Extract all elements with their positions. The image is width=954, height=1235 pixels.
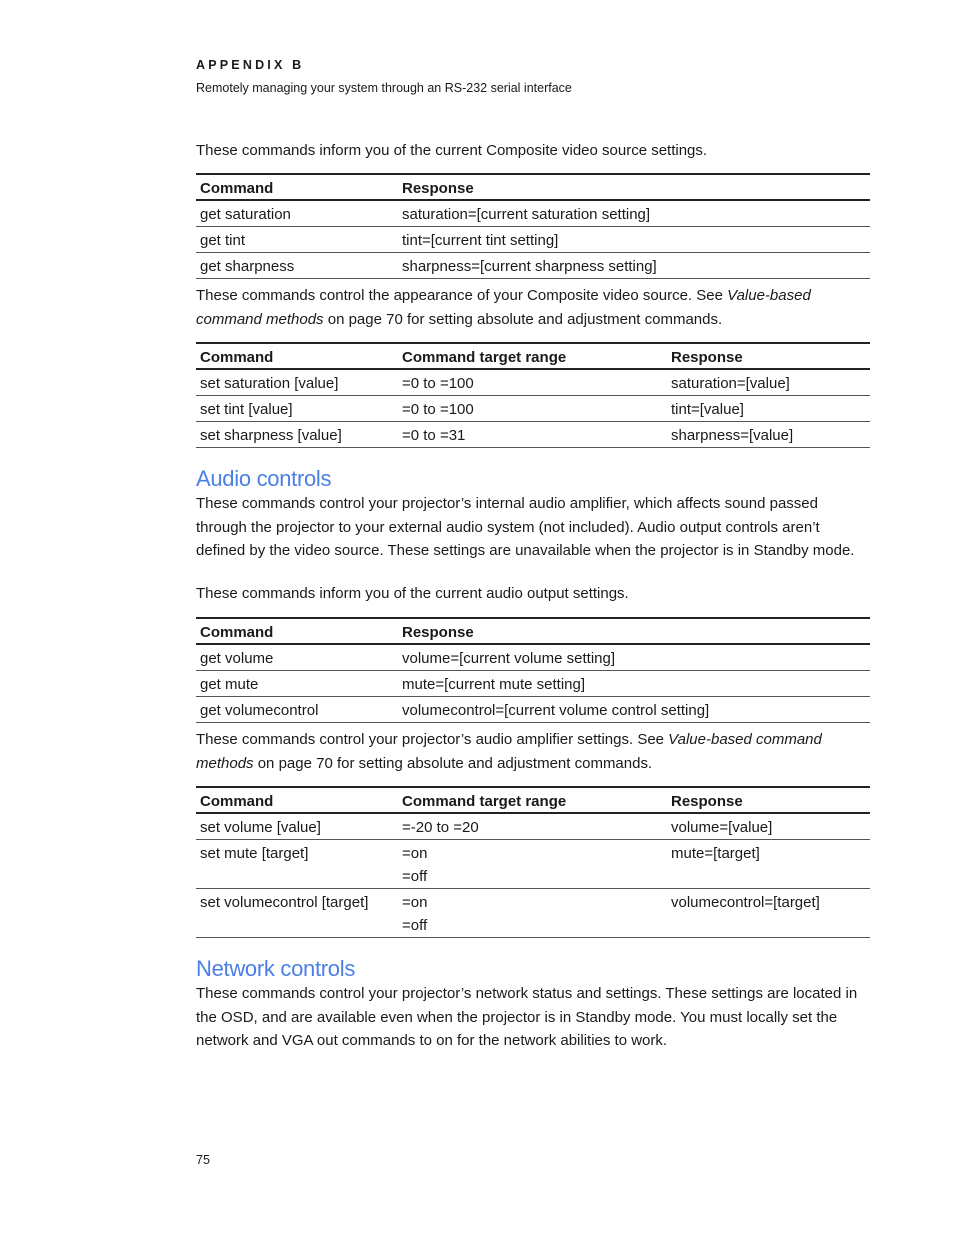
section-heading-network: Network controls (196, 956, 356, 981)
table-row (196, 644, 870, 671)
range-value: =on (402, 894, 428, 911)
audio-intro-paragraph: These commands control your projector’s internal audio amplifier, which affects sound passed through the projector to your external audio system (not included). Audio output controls aren’t defined by the video source. These settings are unavailable when the projector is in Standby mode. (196, 495, 855, 559)
table-cell: get mute (196, 671, 398, 697)
table-cell: =0 to =100 (398, 396, 667, 422)
table-cell: get saturation (196, 200, 398, 227)
table-cell: set mute [target] (196, 840, 398, 889)
table-cell: get sharpness (196, 253, 398, 279)
table-row (196, 396, 870, 422)
table-cell: sharpness=[value] (667, 422, 870, 448)
table-cell: set tint [value] (196, 396, 398, 422)
table-row (196, 840, 870, 889)
network-intro-paragraph: These commands control your projector’s network status and settings. These settings are located in the OSD, and are available even when the projector is in Standby mode. You must locally set the network and VGA out commands to on for the network abilities to work. (196, 985, 858, 1049)
table-cell: volumecontrol=[target] (667, 889, 870, 938)
table-cell: saturation=[current saturation setting] (398, 200, 870, 227)
column-header: Command target range (398, 343, 667, 369)
appendix-label: APPENDIX B (196, 58, 305, 72)
table-cell: tint=[current tint setting] (398, 227, 870, 253)
table-cell (398, 813, 667, 840)
table-cell: =0 to =100 (398, 369, 667, 396)
table-row (196, 813, 870, 840)
table-cell (398, 840, 667, 889)
column-header: Command (196, 787, 398, 813)
table-cell (398, 889, 667, 938)
table-row (196, 227, 870, 253)
table-cell: set volume [value] (196, 813, 398, 840)
audio-get-paragraph: These commands inform you of the current audio output settings. (196, 585, 629, 602)
table-cell: get volumecontrol (196, 697, 398, 723)
chapter-subtitle: Remotely managing your system through an RS-232 serial interface (196, 81, 572, 95)
intro-paragraph-composite-get: These commands inform you of the current Composite video source settings. (196, 142, 708, 159)
audio-set-table (196, 786, 870, 938)
table-cell: get volume (196, 644, 398, 671)
table-cell: volume=[value] (667, 813, 870, 840)
table-row (196, 889, 870, 938)
table-cell: get tint (196, 227, 398, 253)
table-cell: volumecontrol=[current volume control setting] (398, 697, 870, 723)
table-row (196, 671, 870, 697)
table-row (196, 422, 870, 448)
paragraph-text: on page 70 for setting absolute and adjustment commands. (323, 310, 723, 328)
column-header: Command (196, 618, 398, 644)
column-header: Command (196, 343, 398, 369)
table-cell: tint=[value] (667, 396, 870, 422)
intro-paragraph-composite-set (196, 284, 870, 331)
paragraph-text: These commands control the appearance of your Composite video source. See (196, 287, 728, 304)
page-number: 75 (196, 1153, 210, 1167)
column-header: Command (196, 174, 398, 200)
cross-reference: Value-based command methods (196, 731, 822, 772)
table-cell: volume=[current volume setting] (398, 644, 870, 671)
table-row (196, 253, 870, 279)
table-row (196, 369, 870, 396)
paragraph-text: on page 70 for setting absolute and adjustment commands. (253, 754, 653, 772)
table-row (196, 697, 870, 723)
range-value: =on (402, 845, 428, 862)
table-row (196, 200, 870, 227)
table-cell: set sharpness [value] (196, 422, 398, 448)
table-cell: =0 to =31 (398, 422, 667, 448)
audio-get-table (196, 617, 870, 723)
column-header: Response (667, 343, 870, 369)
column-header: Response (398, 174, 870, 200)
column-header: Response (667, 787, 870, 813)
table-cell: set volumecontrol [target] (196, 889, 398, 938)
column-header: Response (398, 618, 870, 644)
range-value: =off (402, 917, 428, 934)
range-value: =-20 to =20 (402, 819, 479, 836)
composite-get-table (196, 173, 870, 279)
composite-set-table (196, 342, 870, 448)
cross-reference: Value-based command methods (196, 287, 811, 328)
table-cell: set saturation [value] (196, 369, 398, 396)
paragraph-text: These commands control your projector’s audio amplifier settings. See (196, 731, 669, 748)
table-cell: sharpness=[current sharpness setting] (398, 253, 870, 279)
table-cell: mute=[current mute setting] (398, 671, 870, 697)
column-header: Command target range (398, 787, 667, 813)
table-cell: saturation=[value] (667, 369, 870, 396)
table-cell: mute=[target] (667, 840, 870, 889)
audio-set-paragraph (196, 728, 870, 775)
section-heading-audio: Audio controls (196, 466, 332, 491)
range-value: =off (402, 868, 428, 885)
